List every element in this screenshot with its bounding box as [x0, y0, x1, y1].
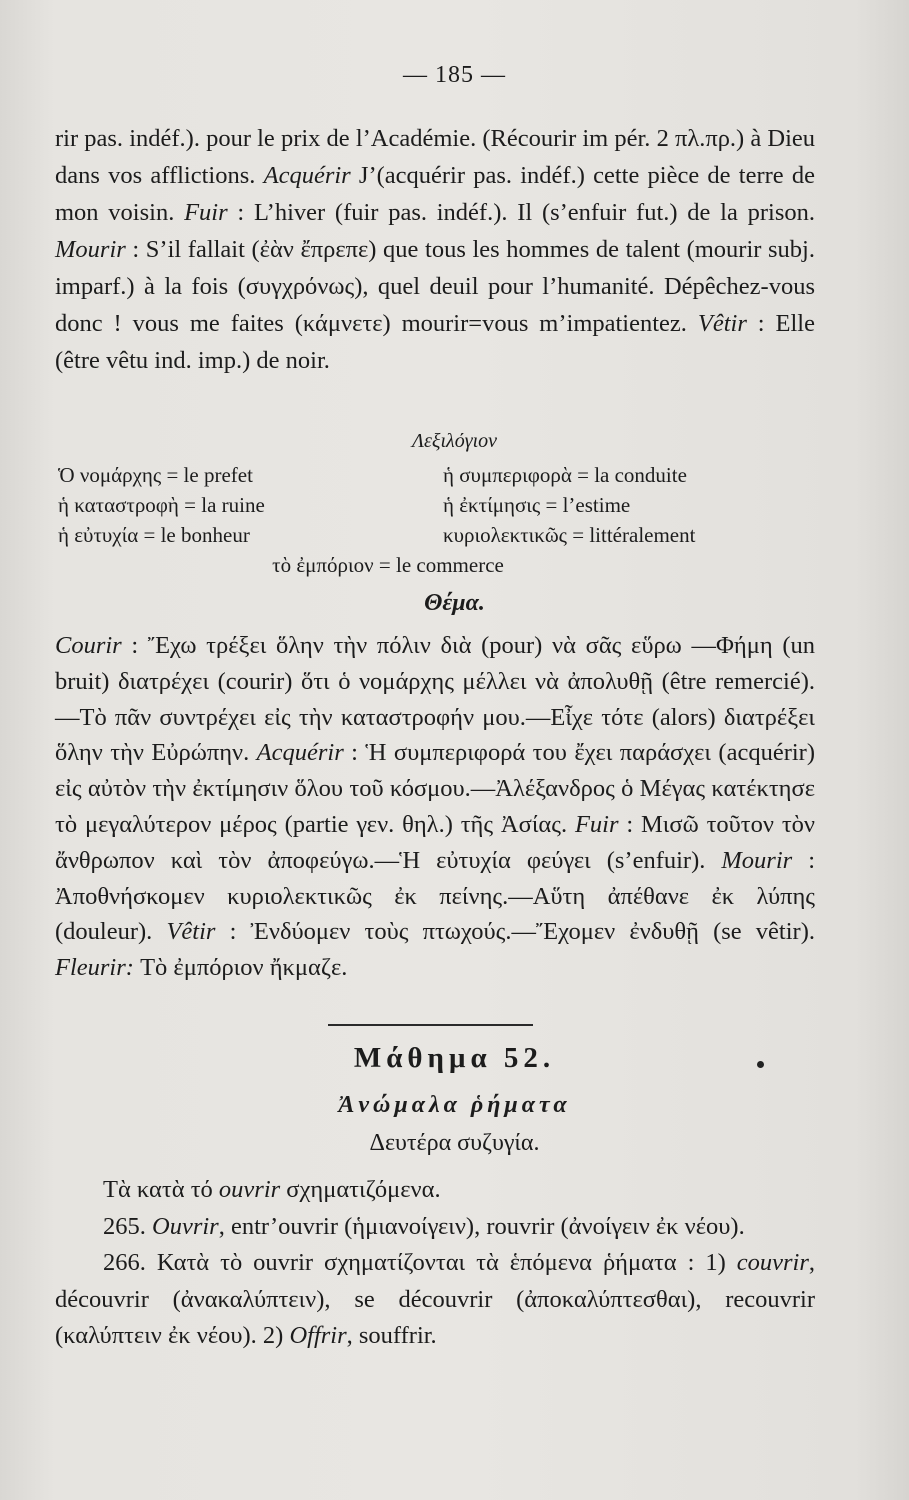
section-divider — [328, 1024, 533, 1026]
italic-term: Fuir — [184, 199, 228, 226]
vocabulary-row — [58, 520, 838, 550]
paragraph-body: Courir : Ἔχω τρέξει ὅλην τὴν πόλιν διὰ (pour) νὰ σᾶς εὕρω —Φήμη (un bruit) διατρέχει (courir) ὅτι ὁ νομάρχης μέλλει νὰ ἀπολυθῇ (être remercié).—Τὸ πᾶν συντρέχει εἰς τὴν καταστροφήν μου.—Εἶχε τότε (alors) διατρέξει ὅλην τὴν Εὐρώπην. Acquérir : Ἡ συμπεριφορά του ἔχει παράσχει (acquérir) εἰς αὐτὸν τὴν ἐκτίμησιν ὅλου τοῦ κόσμου.—Ἀλέξανδρος ὁ Μέγας κατέκτησε τὸ μεγαλύτερον μέρος (partie γεν. θηλ.) τῆς Ἀσίας. Fuir : Μισῶ τοῦτον τὸν ἄνθρωπον καὶ τὸν ἀποφεύγω.—Ἡ εὐτυχία φεύγει (s’enfuir). Mourir : Ἀποθνήσκομεν κυριολεκτικῶς ἐκ πείνης.—Αὕτη ἀπέθανε ἐκ λύπης (douleur). Vêtir : Ἐνδύομεν τοὺς πτωχούς.—Ἔχομεν ἐνδυθῇ (se vêtir). Fleurir: Τὸ ἐμπόριον ἤκμαζε. — [55, 632, 816, 982]
italic-term: Vêtir — [166, 918, 216, 946]
italic-term: Acquérir — [256, 739, 344, 767]
vocabulary-row — [58, 490, 838, 520]
italic-term: Courir — [55, 632, 122, 659]
paragraph-theme — [55, 628, 815, 986]
italic-term: Offrir — [289, 1322, 347, 1349]
vocabulary-entry-centered: τὸ ἐμπόριον = le commerce — [272, 553, 504, 577]
italic-term: Mourir — [55, 236, 126, 263]
italic-term: Fleurir: — [55, 954, 134, 982]
italic-term: Ouvrir — [152, 1212, 219, 1240]
lesson-line: 265. Ouvrir, entr’ouvrir (ἡμιανοίγειν), rouvrir (ἀνοίγειν ἐκ νέου). — [103, 1212, 745, 1240]
lesson-line: 266. Κατὰ τὸ ouvrir σχηματίζονται τὰ ἑπόμενα ῥήματα : 1) couvrir, découvrir (ἀνακαλύπτειν), se découvrir (ἀποκαλύπτεσθαι), recouvrir (καλύπτειν ἐκ νέου). 2) Offrir, souffrir. — [55, 1249, 815, 1349]
vocabulary-entry: Ὁ νομάρχης = le prefet — [58, 463, 253, 487]
ink-speck — [757, 1061, 764, 1068]
italic-term: Acquérir — [263, 162, 351, 189]
lesson-title: Μάθημα 52. — [353, 1042, 556, 1074]
paragraph-lesson — [55, 1172, 815, 1355]
vocabulary-entry: ἡ συμπεριφορὰ = la conduite — [443, 463, 687, 487]
paragraph-exercise-top — [55, 120, 815, 379]
italic-term: Mourir — [721, 846, 793, 874]
vocabulary-entry: ἡ εὐτυχία = le bonheur — [58, 523, 250, 547]
lesson-subtitle: Ἀνώμαλα ῥήματα — [338, 1092, 571, 1118]
vocabulary-entry: κυριολεκτικῶς = littéralement — [443, 523, 696, 547]
italic-term: couvrir — [736, 1249, 809, 1276]
italic-term: Vêtir — [697, 310, 747, 337]
italic-term: ouvrir — [218, 1176, 281, 1203]
vocabulary-entry: ἡ ἐκτίμησις = l’estime — [443, 493, 631, 517]
vocabulary-row — [58, 460, 838, 490]
italic-term: Fuir — [574, 810, 619, 838]
page-number: — 185 — — [403, 62, 506, 88]
conjugation-heading: Δευτέρα συζυγία. — [369, 1130, 540, 1156]
paragraph-body: rir pas. indéf.). pour le prix de l’Académie. (Récourir im pér. 2 πλ.πρ.) à Dieu dans vos afflictions. Acquérir J’(acquérir pas. indéf.) cette pièce de terre de mon voisin. Fuir : L’hiver (fuir pas. indéf.). Il (s’enfuir fut.) de la prison. Mourir : S’il fallait (ἐὰν ἔπρεπε) que tous les hommes de talent (mourir subj. imparf.) à la fois (συγχρόνως), quel deuil pour l’humanité. Dépêchez-vous donc ! vous me faites (κάμνετε) mourir=vous m’impatientez. Vêtir : Elle (être vêtu ind. imp.) de noir. — [55, 125, 815, 374]
vocabulary-list — [58, 460, 838, 580]
lesson-line: Τὰ κατὰ τό ouvrir σχηματιζόμενα. — [103, 1176, 441, 1203]
theme-title: Θέμα. — [424, 590, 485, 616]
vocabulary-entry: ἡ καταστροφὴ = la ruine — [58, 493, 265, 517]
vocabulary-title: Λεξιλόγιον — [411, 430, 498, 452]
